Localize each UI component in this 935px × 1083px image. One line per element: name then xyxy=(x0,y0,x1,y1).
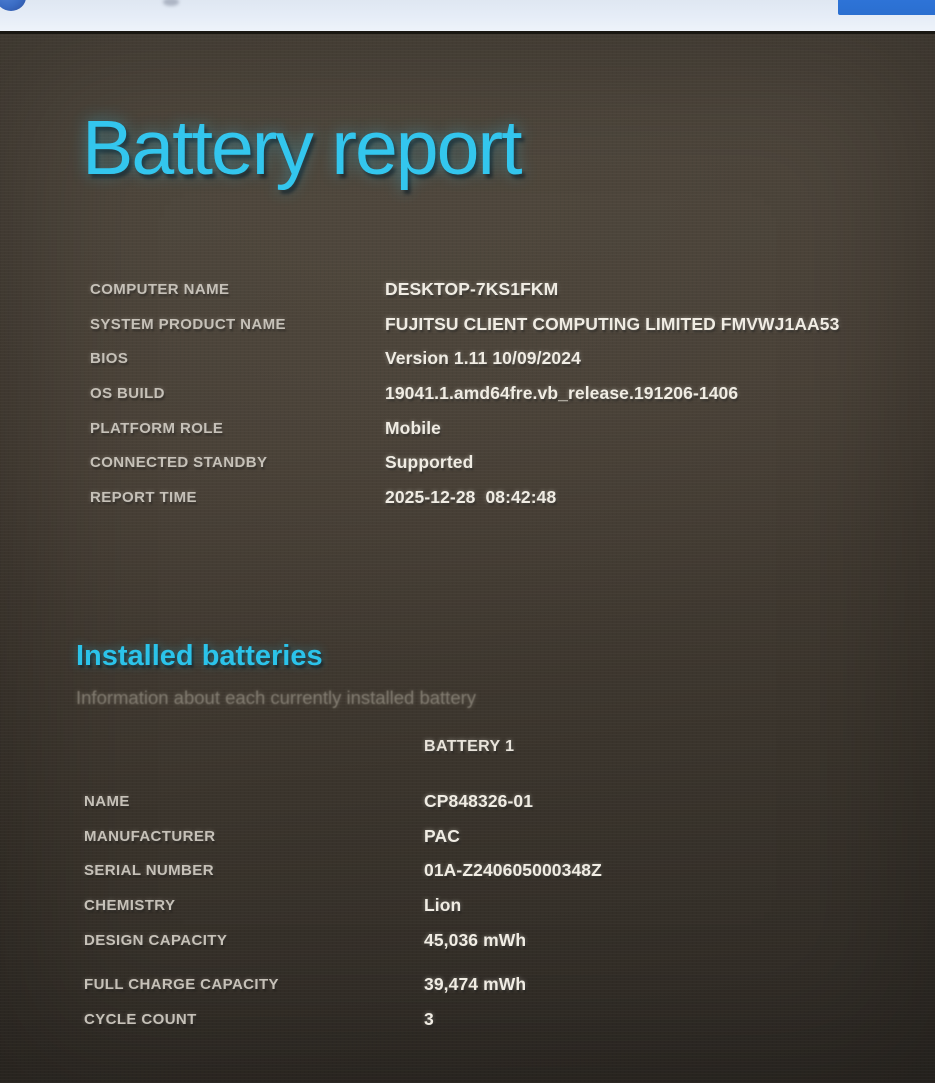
info-label: MANUFACTURER xyxy=(84,827,216,845)
table-row xyxy=(90,480,920,515)
info-value: Supported xyxy=(385,452,474,473)
battery-column-header: BATTERY 1 xyxy=(424,738,515,755)
battery-report-page xyxy=(0,31,935,1083)
info-value: Mobile xyxy=(385,417,442,438)
table-row xyxy=(90,307,920,342)
info-value: DESKTOP-7KS1FKM xyxy=(385,278,559,299)
table-row xyxy=(84,819,924,854)
info-label: BIOS xyxy=(90,350,129,368)
info-value: PAC xyxy=(424,825,460,846)
installed-batteries-table xyxy=(84,734,924,1037)
info-label: PLATFORM ROLE xyxy=(90,419,224,437)
section-heading-installed-batteries: Installed batteries xyxy=(76,640,323,672)
info-value: 39,474 mWh xyxy=(424,974,527,995)
info-label: NAME xyxy=(84,792,130,810)
table-row xyxy=(84,1002,924,1037)
info-label: CHEMISTRY xyxy=(84,896,176,914)
info-label: OS BUILD xyxy=(90,384,165,402)
page-title: Battery report xyxy=(82,105,521,191)
table-row xyxy=(90,411,920,446)
info-label: CONNECTED STANDBY xyxy=(90,454,268,472)
partial-glyph-icon xyxy=(163,0,179,6)
info-value: 19041.1.amd64fre.vb_release.191206-1406 xyxy=(385,382,739,403)
table-row xyxy=(84,923,924,958)
table-row xyxy=(90,341,920,376)
browser-chrome-strip xyxy=(0,0,935,31)
table-row xyxy=(84,967,924,1002)
info-value: FUJITSU CLIENT COMPUTING LIMITED FMVWJ1AA53 xyxy=(385,313,840,334)
table-row xyxy=(90,376,920,411)
system-info-table xyxy=(90,272,920,515)
info-label: FULL CHARGE CAPACITY xyxy=(84,976,279,994)
info-label: REPORT TIME xyxy=(90,488,197,506)
browser-blue-button[interactable] xyxy=(838,0,935,15)
info-value: 3 xyxy=(424,1008,434,1029)
table-header-row xyxy=(84,734,924,784)
info-label: CYCLE COUNT xyxy=(84,1010,197,1028)
info-label: SERIAL NUMBER xyxy=(84,862,214,880)
info-value: 01A-Z240605000348Z xyxy=(424,860,602,881)
info-label: SYSTEM PRODUCT NAME xyxy=(90,315,286,333)
info-label: DESIGN CAPACITY xyxy=(84,931,228,949)
info-label: COMPUTER NAME xyxy=(90,280,230,298)
info-value: 2025-12-28 08:42:48 xyxy=(385,486,557,507)
info-value: Version 1.11 10/09/2024 xyxy=(385,348,581,369)
info-value: CP848326-01 xyxy=(424,790,534,811)
table-row xyxy=(84,853,924,888)
browser-app-icon[interactable] xyxy=(0,0,26,11)
table-row xyxy=(90,272,920,307)
table-row xyxy=(84,784,924,819)
section-subtitle: Information about each currently installed battery xyxy=(76,687,477,708)
info-value: 45,036 mWh xyxy=(424,929,527,950)
table-row xyxy=(84,888,924,923)
table-row xyxy=(90,445,920,480)
info-value: Lion xyxy=(424,894,462,915)
